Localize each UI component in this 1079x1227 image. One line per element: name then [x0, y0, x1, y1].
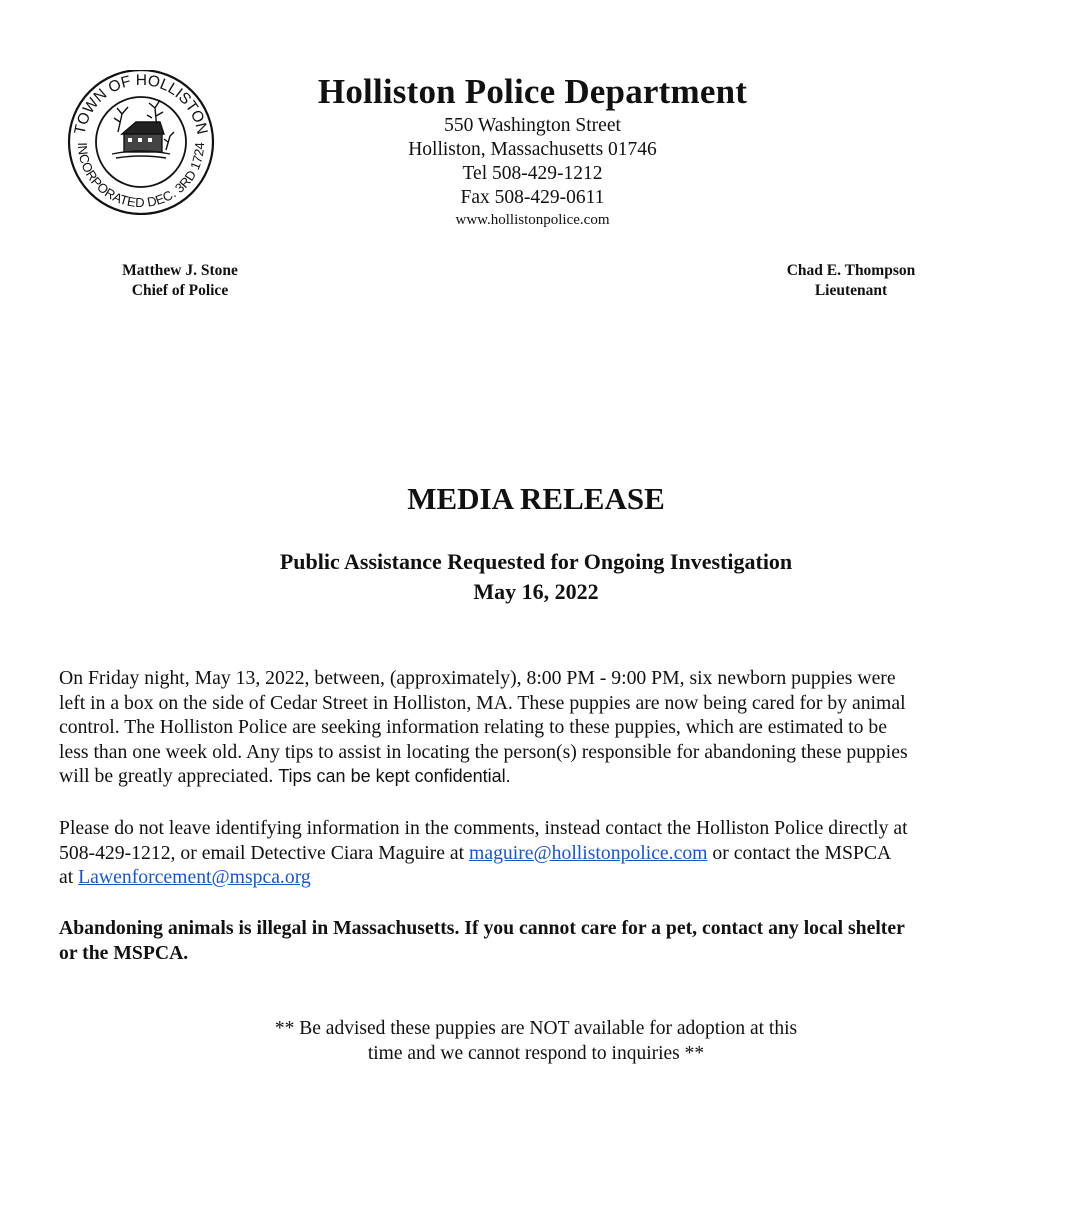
address-street: 550 Washington Street	[444, 115, 621, 136]
lieutenant-name: Chad E. Thompson	[786, 262, 916, 279]
lieutenant-title: Lieutenant	[814, 282, 888, 299]
chief-block	[98, 261, 262, 301]
confidential-note: Tips can be kept confidential.	[278, 766, 511, 786]
paragraph-contact: Please do not leave identifying information in the comments, instead contact the Holliston Police directly at 508-429-1212, or email Detective Ciara Maguire at maguire@hollistonpolice.com or contact the MSPCA at Lawenforcement@mspca.org	[59, 817, 908, 888]
website: www.hollistonpolice.com	[455, 212, 610, 228]
fax: Fax 508-429-0611	[460, 187, 605, 208]
seal-top-text: TOWN OF HOLLISTON	[71, 71, 211, 136]
release-heading: MEDIA RELEASE	[407, 481, 665, 516]
chief-title: Chief of Police	[131, 282, 229, 299]
lieutenant-block	[766, 261, 936, 301]
paragraph-warning: Abandoning animals is illegal in Massachusetts. If you cannot care for a pet, contact any local shelter or the MSPCA.	[59, 917, 905, 964]
release-date: May 16, 2022	[473, 579, 599, 604]
house-and-trees-icon	[112, 100, 174, 158]
email-link-maguire[interactable]: maguire@hollistonpolice.com	[469, 841, 708, 864]
email-link-mspca[interactable]: Lawenforcement@mspca.org	[78, 866, 311, 888]
adoption-note: ** Be advised these puppies are NOT available for adoption at this time and we cannot respond to inquiries **	[274, 1018, 798, 1064]
seal-bottom-text: INCORPORATED DEC. 3RD 1724	[74, 141, 208, 211]
chief-name: Matthew J. Stone	[122, 262, 238, 279]
release-subject: Public Assistance Requested for Ongoing Investigation	[279, 549, 793, 574]
telephone: Tel 508-429-1212	[462, 163, 603, 184]
paragraph-incident: On Friday night, May 13, 2022, between, (approximately), 8:00 PM - 9:00 PM, six newborn puppies were left in a box on the side of Cedar Street in Holliston, MA. These puppies are now being cared for by animal control. The Holliston Police are seeking information relating to these puppies, which are estimated to be less than one week old. Any tips to assist in locating the person(s) responsible for abandoning these puppies will be greatly appreciated. Tips can be kept confidential.	[59, 667, 908, 787]
department-name: Holliston Police Department	[317, 72, 748, 111]
town-seal-logo	[56, 70, 226, 215]
address-city: Holliston, Massachusetts 01746	[408, 139, 657, 160]
